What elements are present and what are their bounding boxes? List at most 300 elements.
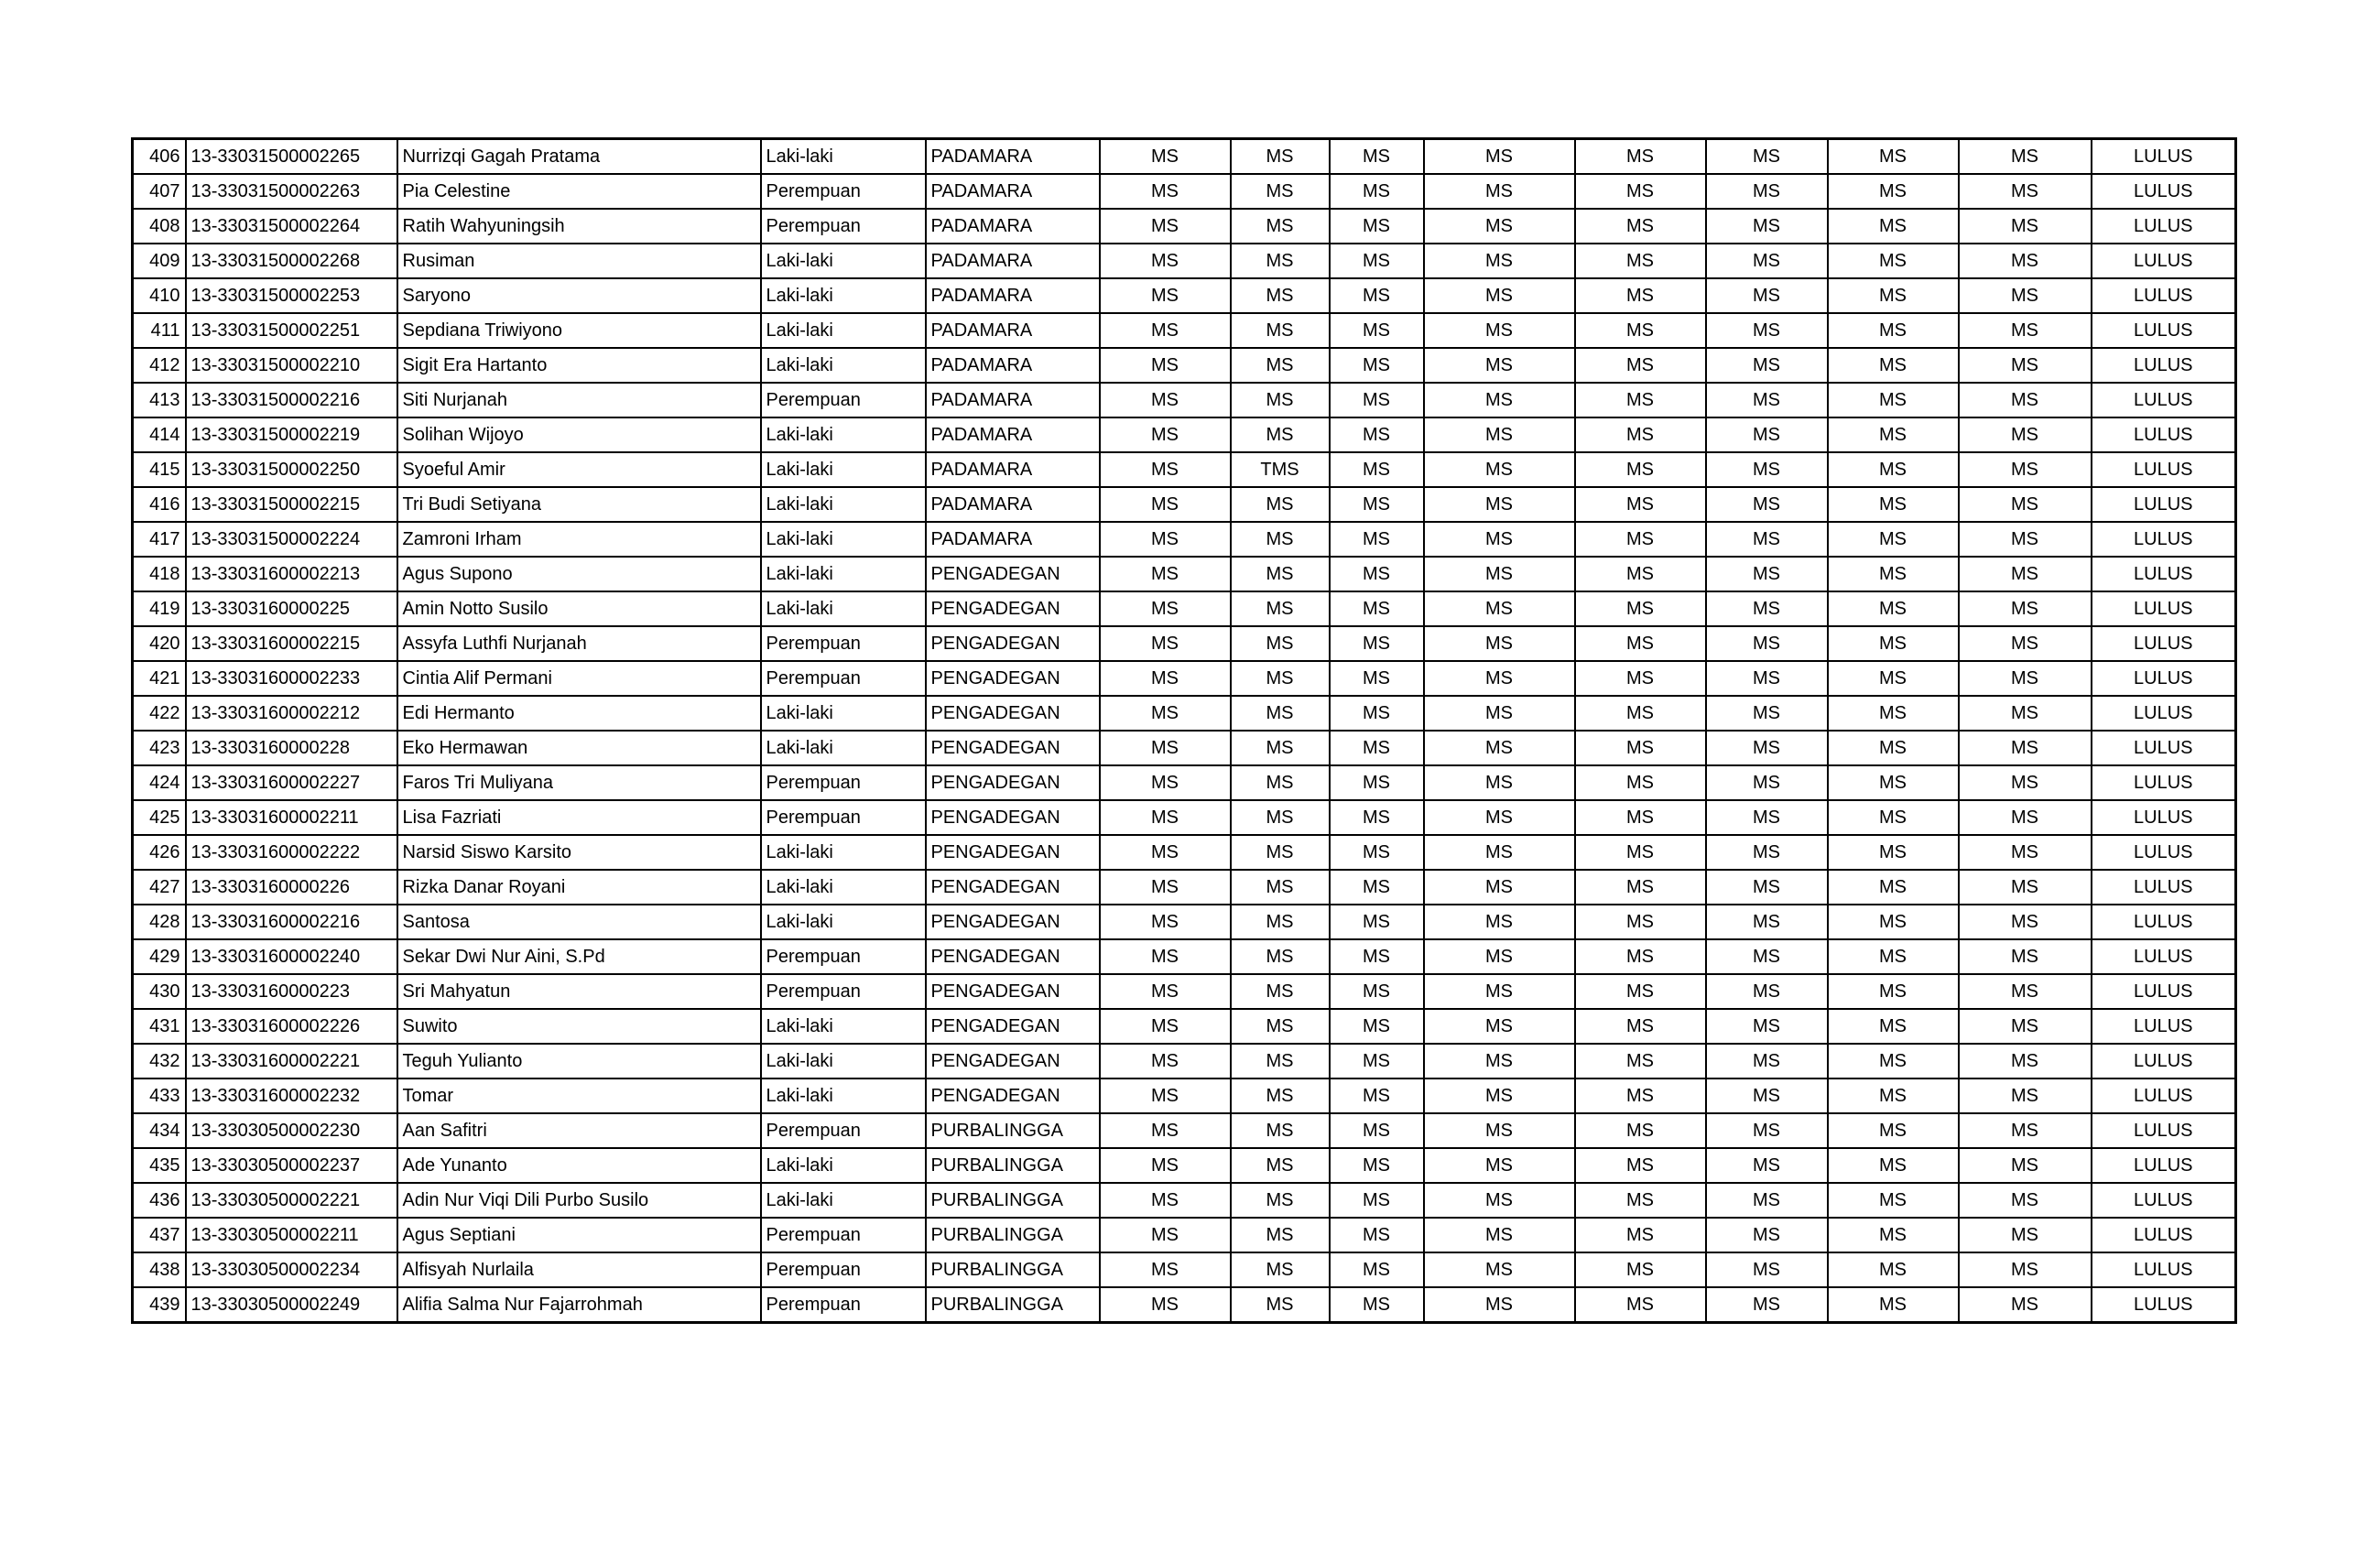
result-cell-5: MS xyxy=(1575,1044,1706,1078)
result-cell-3: MS xyxy=(1330,591,1424,626)
final-status-cell: LULUS xyxy=(2092,383,2236,417)
result-cell-3: MS xyxy=(1330,765,1424,800)
result-cell-5: MS xyxy=(1575,522,1706,557)
participant-name-cell: Edi Hermanto xyxy=(397,696,761,731)
gender-cell: Perempuan xyxy=(761,939,926,974)
participant-id-cell: 13-3303160000226 xyxy=(186,870,397,905)
gender-cell: Laki-laki xyxy=(761,731,926,765)
result-cell-8: MS xyxy=(1959,939,2092,974)
result-cell-1: MS xyxy=(1100,139,1231,175)
result-cell-6: MS xyxy=(1706,731,1828,765)
result-cell-6: MS xyxy=(1706,417,1828,452)
gender-cell: Laki-laki xyxy=(761,417,926,452)
gender-cell: Laki-laki xyxy=(761,139,926,175)
participant-name-cell: Nurrizqi Gagah Pratama xyxy=(397,139,761,175)
result-cell-7: MS xyxy=(1828,452,1959,487)
result-cell-2: MS xyxy=(1231,1183,1330,1218)
result-cell-3: MS xyxy=(1330,661,1424,696)
result-cell-3: MS xyxy=(1330,731,1424,765)
row-number-cell: 411 xyxy=(133,313,186,348)
row-number-cell: 416 xyxy=(133,487,186,522)
result-cell-8: MS xyxy=(1959,765,2092,800)
result-cell-1: MS xyxy=(1100,209,1231,244)
participant-id-cell: 13-33031600002240 xyxy=(186,939,397,974)
gender-cell: Laki-laki xyxy=(761,1078,926,1113)
gender-cell: Perempuan xyxy=(761,209,926,244)
gender-cell: Laki-laki xyxy=(761,1044,926,1078)
result-cell-2: MS xyxy=(1231,765,1330,800)
result-cell-4: MS xyxy=(1424,1287,1575,1323)
participant-name-cell: Suwito xyxy=(397,1009,761,1044)
result-cell-3: MS xyxy=(1330,1183,1424,1218)
final-status-cell: LULUS xyxy=(2092,1183,2236,1218)
final-status-cell: LULUS xyxy=(2092,452,2236,487)
gender-cell: Laki-laki xyxy=(761,557,926,591)
result-cell-5: MS xyxy=(1575,661,1706,696)
final-status-cell: LULUS xyxy=(2092,1078,2236,1113)
result-cell-4: MS xyxy=(1424,522,1575,557)
result-cell-8: MS xyxy=(1959,557,2092,591)
kecamatan-cell: PENGADEGAN xyxy=(926,800,1100,835)
participant-id-cell: 13-33031600002233 xyxy=(186,661,397,696)
result-cell-7: MS xyxy=(1828,278,1959,313)
result-cell-8: MS xyxy=(1959,522,2092,557)
result-cell-1: MS xyxy=(1100,417,1231,452)
gender-cell: Laki-laki xyxy=(761,905,926,939)
result-cell-7: MS xyxy=(1828,313,1959,348)
result-cell-2: MS xyxy=(1231,591,1330,626)
kecamatan-cell: PENGADEGAN xyxy=(926,696,1100,731)
result-cell-1: MS xyxy=(1100,487,1231,522)
gender-cell: Laki-laki xyxy=(761,278,926,313)
gender-cell: Laki-laki xyxy=(761,348,926,383)
result-cell-5: MS xyxy=(1575,974,1706,1009)
row-number-cell: 410 xyxy=(133,278,186,313)
result-cell-7: MS xyxy=(1828,174,1959,209)
result-cell-2: MS xyxy=(1231,939,1330,974)
result-cell-3: MS xyxy=(1330,383,1424,417)
result-cell-6: MS xyxy=(1706,1148,1828,1183)
result-cell-6: MS xyxy=(1706,522,1828,557)
kecamatan-cell: PADAMARA xyxy=(926,522,1100,557)
result-cell-3: MS xyxy=(1330,487,1424,522)
result-cell-1: MS xyxy=(1100,1183,1231,1218)
participant-name-cell: Teguh Yulianto xyxy=(397,1044,761,1078)
participant-name-cell: Rusiman xyxy=(397,244,761,278)
result-cell-1: MS xyxy=(1100,765,1231,800)
gender-cell: Perempuan xyxy=(761,1252,926,1287)
table-row xyxy=(133,452,2236,487)
final-status-cell: LULUS xyxy=(2092,487,2236,522)
row-number-cell: 433 xyxy=(133,1078,186,1113)
result-cell-2: MS xyxy=(1231,313,1330,348)
participant-id-cell: 13-33031500002264 xyxy=(186,209,397,244)
result-cell-3: MS xyxy=(1330,522,1424,557)
result-cell-8: MS xyxy=(1959,626,2092,661)
gender-cell: Perempuan xyxy=(761,1287,926,1323)
row-number-cell: 438 xyxy=(133,1252,186,1287)
participant-name-cell: Pia Celestine xyxy=(397,174,761,209)
result-cell-8: MS xyxy=(1959,174,2092,209)
table-row xyxy=(133,417,2236,452)
result-cell-2: TMS xyxy=(1231,452,1330,487)
result-cell-7: MS xyxy=(1828,209,1959,244)
result-cell-7: MS xyxy=(1828,522,1959,557)
participant-id-cell: 13-33031600002232 xyxy=(186,1078,397,1113)
result-cell-3: MS xyxy=(1330,974,1424,1009)
result-cell-8: MS xyxy=(1959,905,2092,939)
gender-cell: Laki-laki xyxy=(761,1148,926,1183)
final-status-cell: LULUS xyxy=(2092,1044,2236,1078)
result-cell-1: MS xyxy=(1100,800,1231,835)
participant-id-cell: 13-3303160000228 xyxy=(186,731,397,765)
result-cell-8: MS xyxy=(1959,1078,2092,1113)
result-cell-1: MS xyxy=(1100,313,1231,348)
final-status-cell: LULUS xyxy=(2092,174,2236,209)
result-cell-7: MS xyxy=(1828,383,1959,417)
result-cell-6: MS xyxy=(1706,974,1828,1009)
result-cell-5: MS xyxy=(1575,452,1706,487)
final-status-cell: LULUS xyxy=(2092,313,2236,348)
result-cell-2: MS xyxy=(1231,383,1330,417)
participant-id-cell: 13-33031500002263 xyxy=(186,174,397,209)
result-cell-7: MS xyxy=(1828,1113,1959,1148)
result-cell-3: MS xyxy=(1330,626,1424,661)
participant-name-cell: Ratih Wahyuningsih xyxy=(397,209,761,244)
table-row xyxy=(133,1148,2236,1183)
result-cell-7: MS xyxy=(1828,626,1959,661)
participant-id-cell: 13-33031500002216 xyxy=(186,383,397,417)
final-status-cell: LULUS xyxy=(2092,835,2236,870)
result-cell-3: MS xyxy=(1330,800,1424,835)
participant-id-cell: 13-33030500002211 xyxy=(186,1218,397,1252)
result-cell-6: MS xyxy=(1706,661,1828,696)
final-status-cell: LULUS xyxy=(2092,1287,2236,1323)
result-cell-2: MS xyxy=(1231,800,1330,835)
participant-id-cell: 13-33030500002234 xyxy=(186,1252,397,1287)
result-cell-6: MS xyxy=(1706,313,1828,348)
result-cell-7: MS xyxy=(1828,1252,1959,1287)
result-cell-2: MS xyxy=(1231,731,1330,765)
result-cell-1: MS xyxy=(1100,939,1231,974)
result-cell-4: MS xyxy=(1424,905,1575,939)
result-cell-3: MS xyxy=(1330,244,1424,278)
result-cell-3: MS xyxy=(1330,209,1424,244)
result-cell-6: MS xyxy=(1706,696,1828,731)
result-cell-1: MS xyxy=(1100,591,1231,626)
final-status-cell: LULUS xyxy=(2092,1148,2236,1183)
result-cell-5: MS xyxy=(1575,939,1706,974)
final-status-cell: LULUS xyxy=(2092,244,2236,278)
table-row xyxy=(133,1183,2236,1218)
kecamatan-cell: PURBALINGGA xyxy=(926,1183,1100,1218)
result-cell-1: MS xyxy=(1100,905,1231,939)
row-number-cell: 406 xyxy=(133,139,186,175)
result-cell-7: MS xyxy=(1828,939,1959,974)
result-cell-3: MS xyxy=(1330,939,1424,974)
final-status-cell: LULUS xyxy=(2092,1009,2236,1044)
result-cell-2: MS xyxy=(1231,1044,1330,1078)
row-number-cell: 424 xyxy=(133,765,186,800)
result-cell-7: MS xyxy=(1828,557,1959,591)
table-row xyxy=(133,522,2236,557)
gender-cell: Perempuan xyxy=(761,1218,926,1252)
result-cell-5: MS xyxy=(1575,626,1706,661)
result-cell-3: MS xyxy=(1330,1078,1424,1113)
result-cell-3: MS xyxy=(1330,557,1424,591)
participant-name-cell: Tri Budi Setiyana xyxy=(397,487,761,522)
table-row xyxy=(133,313,2236,348)
result-cell-2: MS xyxy=(1231,1078,1330,1113)
result-cell-4: MS xyxy=(1424,626,1575,661)
row-number-cell: 434 xyxy=(133,1113,186,1148)
row-number-cell: 415 xyxy=(133,452,186,487)
result-cell-2: MS xyxy=(1231,626,1330,661)
result-cell-1: MS xyxy=(1100,1044,1231,1078)
participant-name-cell: Assyfa Luthfi Nurjanah xyxy=(397,626,761,661)
participant-id-cell: 13-33031500002219 xyxy=(186,417,397,452)
result-cell-8: MS xyxy=(1959,209,2092,244)
final-status-cell: LULUS xyxy=(2092,209,2236,244)
result-cell-5: MS xyxy=(1575,696,1706,731)
result-cell-8: MS xyxy=(1959,1009,2092,1044)
result-cell-4: MS xyxy=(1424,1113,1575,1148)
participant-id-cell: 13-33031500002215 xyxy=(186,487,397,522)
gender-cell: Perempuan xyxy=(761,661,926,696)
table-row xyxy=(133,1078,2236,1113)
participant-name-cell: Sigit Era Hartanto xyxy=(397,348,761,383)
row-number-cell: 429 xyxy=(133,939,186,974)
table-row xyxy=(133,974,2236,1009)
gender-cell: Laki-laki xyxy=(761,870,926,905)
table-row xyxy=(133,139,2236,175)
table-row xyxy=(133,348,2236,383)
result-cell-3: MS xyxy=(1330,1287,1424,1323)
participant-name-cell: Santosa xyxy=(397,905,761,939)
result-cell-1: MS xyxy=(1100,870,1231,905)
result-cell-5: MS xyxy=(1575,905,1706,939)
result-cell-3: MS xyxy=(1330,139,1424,175)
final-status-cell: LULUS xyxy=(2092,417,2236,452)
result-cell-7: MS xyxy=(1828,835,1959,870)
table-row xyxy=(133,1287,2236,1323)
participant-id-cell: 13-33031500002265 xyxy=(186,139,397,175)
row-number-cell: 417 xyxy=(133,522,186,557)
row-number-cell: 436 xyxy=(133,1183,186,1218)
results-table xyxy=(131,137,2237,1324)
kecamatan-cell: PADAMARA xyxy=(926,487,1100,522)
result-cell-1: MS xyxy=(1100,557,1231,591)
participant-name-cell: Agus Septiani xyxy=(397,1218,761,1252)
result-cell-8: MS xyxy=(1959,1287,2092,1323)
result-cell-4: MS xyxy=(1424,974,1575,1009)
participant-name-cell: Zamroni Irham xyxy=(397,522,761,557)
result-cell-1: MS xyxy=(1100,1078,1231,1113)
result-cell-2: MS xyxy=(1231,1148,1330,1183)
result-cell-7: MS xyxy=(1828,591,1959,626)
row-number-cell: 412 xyxy=(133,348,186,383)
participant-name-cell: Ade Yunanto xyxy=(397,1148,761,1183)
result-cell-5: MS xyxy=(1575,731,1706,765)
result-cell-7: MS xyxy=(1828,1183,1959,1218)
table-row xyxy=(133,835,2236,870)
final-status-cell: LULUS xyxy=(2092,348,2236,383)
result-cell-5: MS xyxy=(1575,765,1706,800)
result-cell-4: MS xyxy=(1424,348,1575,383)
result-cell-6: MS xyxy=(1706,1252,1828,1287)
kecamatan-cell: PADAMARA xyxy=(926,417,1100,452)
final-status-cell: LULUS xyxy=(2092,591,2236,626)
result-cell-6: MS xyxy=(1706,1183,1828,1218)
participant-id-cell: 13-33031500002224 xyxy=(186,522,397,557)
final-status-cell: LULUS xyxy=(2092,139,2236,175)
table-row xyxy=(133,383,2236,417)
final-status-cell: LULUS xyxy=(2092,1252,2236,1287)
result-cell-2: MS xyxy=(1231,174,1330,209)
gender-cell: Laki-laki xyxy=(761,522,926,557)
table-row xyxy=(133,1009,2236,1044)
result-cell-2: MS xyxy=(1231,1113,1330,1148)
participant-name-cell: Alifia Salma Nur Fajarrohmah xyxy=(397,1287,761,1323)
kecamatan-cell: PURBALINGGA xyxy=(926,1252,1100,1287)
result-cell-4: MS xyxy=(1424,1078,1575,1113)
result-cell-1: MS xyxy=(1100,1287,1231,1323)
kecamatan-cell: PADAMARA xyxy=(926,383,1100,417)
result-cell-6: MS xyxy=(1706,905,1828,939)
result-cell-4: MS xyxy=(1424,452,1575,487)
result-cell-5: MS xyxy=(1575,487,1706,522)
gender-cell: Laki-laki xyxy=(761,313,926,348)
result-cell-8: MS xyxy=(1959,139,2092,175)
participant-id-cell: 13-33030500002221 xyxy=(186,1183,397,1218)
result-cell-7: MS xyxy=(1828,1044,1959,1078)
row-number-cell: 437 xyxy=(133,1218,186,1252)
result-cell-5: MS xyxy=(1575,1287,1706,1323)
row-number-cell: 432 xyxy=(133,1044,186,1078)
participant-id-cell: 13-33030500002230 xyxy=(186,1113,397,1148)
table-row xyxy=(133,174,2236,209)
result-cell-4: MS xyxy=(1424,417,1575,452)
row-number-cell: 428 xyxy=(133,905,186,939)
kecamatan-cell: PADAMARA xyxy=(926,139,1100,175)
result-cell-5: MS xyxy=(1575,835,1706,870)
result-cell-1: MS xyxy=(1100,383,1231,417)
gender-cell: Perempuan xyxy=(761,626,926,661)
row-number-cell: 407 xyxy=(133,174,186,209)
row-number-cell: 425 xyxy=(133,800,186,835)
final-status-cell: LULUS xyxy=(2092,557,2236,591)
participant-name-cell: Aan Safitri xyxy=(397,1113,761,1148)
table-row xyxy=(133,209,2236,244)
result-cell-4: MS xyxy=(1424,731,1575,765)
participant-id-cell: 13-33031500002253 xyxy=(186,278,397,313)
final-status-cell: LULUS xyxy=(2092,661,2236,696)
kecamatan-cell: PENGADEGAN xyxy=(926,731,1100,765)
gender-cell: Laki-laki xyxy=(761,1183,926,1218)
participant-id-cell: 13-33030500002249 xyxy=(186,1287,397,1323)
table-row xyxy=(133,626,2236,661)
result-cell-8: MS xyxy=(1959,313,2092,348)
kecamatan-cell: PENGADEGAN xyxy=(926,661,1100,696)
result-cell-7: MS xyxy=(1828,870,1959,905)
table-row xyxy=(133,557,2236,591)
participant-id-cell: 13-33031500002251 xyxy=(186,313,397,348)
result-cell-4: MS xyxy=(1424,278,1575,313)
result-cell-5: MS xyxy=(1575,1183,1706,1218)
result-cell-1: MS xyxy=(1100,522,1231,557)
result-cell-3: MS xyxy=(1330,1218,1424,1252)
participant-id-cell: 13-33031600002222 xyxy=(186,835,397,870)
result-cell-5: MS xyxy=(1575,313,1706,348)
result-cell-5: MS xyxy=(1575,1148,1706,1183)
result-cell-7: MS xyxy=(1828,1009,1959,1044)
result-cell-8: MS xyxy=(1959,417,2092,452)
result-cell-6: MS xyxy=(1706,626,1828,661)
result-cell-6: MS xyxy=(1706,1044,1828,1078)
result-cell-6: MS xyxy=(1706,383,1828,417)
result-cell-4: MS xyxy=(1424,313,1575,348)
result-cell-3: MS xyxy=(1330,870,1424,905)
result-cell-2: MS xyxy=(1231,661,1330,696)
result-cell-6: MS xyxy=(1706,939,1828,974)
result-cell-4: MS xyxy=(1424,835,1575,870)
result-cell-3: MS xyxy=(1330,1009,1424,1044)
result-cell-4: MS xyxy=(1424,557,1575,591)
result-cell-6: MS xyxy=(1706,800,1828,835)
row-number-cell: 420 xyxy=(133,626,186,661)
result-cell-7: MS xyxy=(1828,696,1959,731)
result-cell-1: MS xyxy=(1100,1218,1231,1252)
result-cell-1: MS xyxy=(1100,835,1231,870)
table-row xyxy=(133,591,2236,626)
row-number-cell: 439 xyxy=(133,1287,186,1323)
result-cell-3: MS xyxy=(1330,1252,1424,1287)
participant-id-cell: 13-33030500002237 xyxy=(186,1148,397,1183)
result-cell-4: MS xyxy=(1424,765,1575,800)
result-cell-2: MS xyxy=(1231,417,1330,452)
participant-name-cell: Siti Nurjanah xyxy=(397,383,761,417)
result-cell-6: MS xyxy=(1706,278,1828,313)
result-cell-1: MS xyxy=(1100,731,1231,765)
result-cell-4: MS xyxy=(1424,1183,1575,1218)
result-cell-4: MS xyxy=(1424,1044,1575,1078)
kecamatan-cell: PENGADEGAN xyxy=(926,835,1100,870)
gender-cell: Perempuan xyxy=(761,174,926,209)
kecamatan-cell: PADAMARA xyxy=(926,244,1100,278)
result-cell-1: MS xyxy=(1100,278,1231,313)
result-cell-6: MS xyxy=(1706,174,1828,209)
result-cell-3: MS xyxy=(1330,1044,1424,1078)
gender-cell: Laki-laki xyxy=(761,1009,926,1044)
result-cell-6: MS xyxy=(1706,487,1828,522)
result-cell-7: MS xyxy=(1828,765,1959,800)
participant-name-cell: Rizka Danar Royani xyxy=(397,870,761,905)
participant-id-cell: 13-33031600002227 xyxy=(186,765,397,800)
row-number-cell: 414 xyxy=(133,417,186,452)
result-cell-7: MS xyxy=(1828,1148,1959,1183)
row-number-cell: 427 xyxy=(133,870,186,905)
result-cell-8: MS xyxy=(1959,1148,2092,1183)
result-cell-1: MS xyxy=(1100,661,1231,696)
gender-cell: Laki-laki xyxy=(761,452,926,487)
result-cell-8: MS xyxy=(1959,591,2092,626)
result-cell-6: MS xyxy=(1706,765,1828,800)
final-status-cell: LULUS xyxy=(2092,1113,2236,1148)
kecamatan-cell: PENGADEGAN xyxy=(926,939,1100,974)
row-number-cell: 435 xyxy=(133,1148,186,1183)
kecamatan-cell: PENGADEGAN xyxy=(926,557,1100,591)
result-cell-4: MS xyxy=(1424,174,1575,209)
